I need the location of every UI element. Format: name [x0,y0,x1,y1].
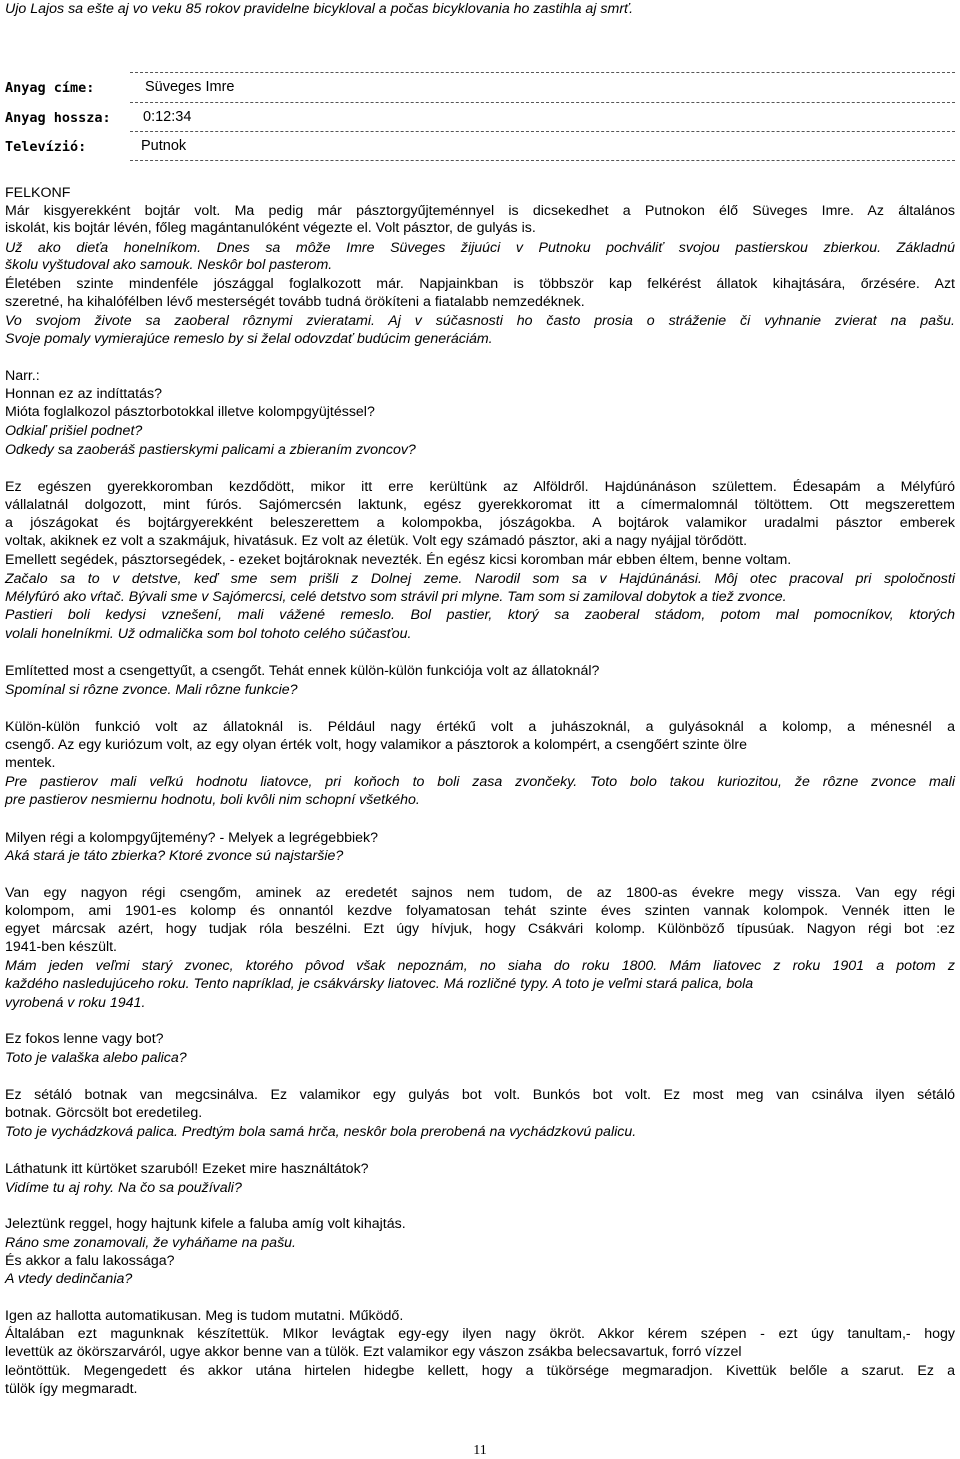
text-line: Milyen régi a kolompgyűjtemény? - Melyek a legrégebbiek? [5,830,379,846]
text-line: Van egy nagyon régi csengőm, aminek az eredetét sajnos nem tudom, de az 1800-as évekre megy vissza. Van egy régi [5,885,955,901]
text-line: volali honelníkmi. Už odmalička som bol tohoto celého súčasťou. [5,626,412,642]
text-line: kolompom, ami 1901-es kolomp és onnantól kezdve folyamatosan tehát szinte éves szinten vannak kolompok. Vennék itten le [5,903,955,919]
text-line: Ez egészen gyerekkoromban kezdődött, mikor itt erre kerültünk az Alföldről. Hajdúnánáson születtem. Édesapám a Mélyfúró [5,479,955,495]
text-line: Spomínal si rôzne zvonce. Mali rôzne funkcie? [5,682,298,698]
text-line: Začalo sa to v detstve, keď sme sem prišli z Dolnej zeme. Narodil som sa v Hajdúnánási. Môj otec pracoval pri spoločnosti [5,571,955,587]
text-line: Mélyfúró ako vŕtač. Bývali sme v Sajómercsi, celé detstvo som strávil pri mlyne. Tam som si zamiloval dobytok a tiež zvonce. [5,589,787,605]
text-line: csengő. Az egy kuriózum volt, az egy olyan érték volt, hogy valamikor a pásztorok a kolompért, a csengőért szinte ölre [5,737,748,753]
text-line: Aká stará je táto zbierka? Ktoré zvonce sú najstaršie? [5,848,344,864]
text-line: Emellett segédek, pásztorsegédek, - ezeket bojtároknak nevezték. Én egész kicsi koromban már ebben éltem, benne voltam. [5,552,792,568]
text-line: Svoje pomaly vymierajúce remeslo by si želal odovzdať budúcim generáciám. [5,331,493,347]
text-line: Láthatunk itt kürtöket szaruból! Ezeket mire használtátok? [5,1161,369,1177]
text-line: Odkiaľ prišiel podnet? [5,423,143,439]
text-line: Életében szinte mindenféle jószággal foglalkozott már. Napjainkban is többször kap felkérést állatok kihajtására, őrzésére. Azt [5,276,955,292]
text-line: botnak. Görcsölt bot eredetileg. [5,1105,203,1121]
text-line: Jeleztünk reggel, hogy hajtunk kifele a faluba amíg volt kihajtás. [5,1216,406,1232]
text-line: Pastieri boli kedysi vznešení, mali vážené remeslo. Bol pastier, ktorý sa zaoberal stádom, potom mal pomocníkov, ktorých [5,607,955,623]
text-line: 1941-ben készült. [5,939,117,955]
text-line: Ez sétáló botnak van megcsinálva. Ez valamikor egy gulyás bot volt. Bunkós bot volt. Ez most meg van csinálva ilyen sétáló [5,1087,955,1103]
length-label: Anyag hossza: [5,110,111,126]
text-line: vállalatnál dolgozott, mint fúrós. Sajómercsén laktunk, egész gyerekkoromat itt a címermalomnál töltöttem. Ott megszerettem [5,497,955,513]
text-line: egyet márcsak azért, hogy tudjak róla beszélni. Ezt úgy hívjuk, hogy Csákvári kolomp. Különböző típusúak. Nagyon régi bot :ez [5,921,955,937]
text-line: levettük az ökörszarváról, ugye akkor benne van a tülök. Ezt valamikor egy vászon zsákba belecsavartuk, forró vízzel [5,1344,742,1360]
text-line: szeretné, ha kihalófélben lévő mesterségét tovább tudná örökíteni a fiatalabb nemzedéknek. [5,294,585,310]
page-number: 11 [473,1443,487,1458]
text-line: každého nasledujúceho roku. Tento napríklad, je csákvársky liatovec. Má rozličné typy. A toto je veľmi stará palica, bola [5,976,754,992]
text-line: mentek. [5,755,56,771]
text-line: školu vyštudoval ako samouk. Neskôr bol pasterom. [5,257,333,273]
text-line: voltak, akiknek ez volt a szakmájuk, hivatásuk. Ez volt az életük. Volt egy számadó pásztor, aki a nagy nyájjal törődött. [5,533,748,549]
dashed-divider [130,72,955,73]
text-line: Ráno sme zonamovali, že vyháňame na pašu. [5,1235,297,1251]
text-line: Igen az hallotta automatikusan. Meg is tudom mutatni. Működő. [5,1308,404,1324]
tv-value: Putnok [141,138,187,154]
text-line: Už ako dieťa honelníkom. Dnes sa môže Imre Süveges žijuúci v Putnoku pochváliť svojou pastierskou zbierkou. Základnú [5,240,955,256]
text-line: Toto je vychádzková palica. Predtým bola samá hrča, neskôr bola prerobená na vychádzkovú palicu. [5,1124,637,1140]
text-line: Pre pastierov mali veľkú hodnotu liatovce, pri koňoch to boli zasa zvončeky. Toto bolo takou kuriozitou, že rôzne zvonce mali [5,774,955,790]
text-line: Honnan ez az indíttatás? [5,386,162,402]
text-line: És akkor a falu lakossága? [5,1253,175,1269]
text-line: Mióta foglalkozol pásztorbotokkal illetve kolompgyüjtéssel? [5,404,375,420]
text-line: Említetted most a csengettyűt, a csengőt. Tehát ennek külön-külön funkciója volt az állatoknál? [5,663,600,679]
text-line: Mám jeden veľmi starý zvonec, ktorého pôvod však nepoznám, no siaha do roku 1800. Mám liatovec z roku 1901 a potom z [5,958,955,974]
title-label: Anyag címe: [5,80,95,96]
title-value: Süveges Imre [145,79,235,95]
tv-label: Televízió: [5,139,87,155]
text-line: Odkedy sa zaoberáš pastierskymi palicami a zbieraním zvoncov? [5,442,416,458]
text-line: Külön-külön funkció volt az állatoknál is. Például nagy értékű volt a juhászoknál, a gulyásoknál a kolomp, a ménesnél a [5,719,955,735]
text-line: A vtedy dedinčania? [5,1271,133,1287]
text-line: Toto je valaška alebo palica? [5,1050,187,1066]
dashed-divider [130,102,955,103]
text-line: Ez fokos lenne vagy bot? [5,1031,164,1047]
dashed-divider [130,131,955,132]
text-line: Vo svojom živote sa zaoberal rôznymi zvieratami. Aj v súčasnosti ho často prosia o stráženie či vyhnanie zvierat na pašu. [5,313,955,329]
text-line: vyrobená v roku 1941. [5,995,146,1011]
text-line: Általában ezt magunknak készítettük. MIkor levágtak egy-egy ilyen nagy ökröt. Akkor kérem szépen - ezt úgy tanultam,- hogy [5,1326,955,1342]
dashed-divider [130,160,955,161]
text-line: leöntöttük. Megengedett és akkor utána hirtelen hidegbe kellett, hogy a tükörsége megmaradjon. Kivettük belőle a szarut. Ez a [5,1363,955,1379]
intro-line: Ujo Lajos sa ešte aj vo veku 85 rokov pravidelne bicykloval a počas bicyklovania ho zastihla aj smrť. [5,1,634,17]
text-line: FELKONF [5,185,71,201]
text-line: a jószágokat és bojtárgyerekként beleszerettem a kolompokba, jószágokba. A bojtárok valamikor uradalmi pásztor emberek [5,515,955,531]
text-line: pre pastierov nesmiernu hodnotu, boli kvôli nim schopní všetkého. [5,792,420,808]
length-value: 0:12:34 [143,109,192,125]
text-line: iskolát, kis bojtár lévén, főleg magántanulóként végezte el. Volt pásztor, de gulyás is. [5,220,536,236]
text-line: Narr.: [5,368,40,384]
text-line: tülök így megmaradt. [5,1381,138,1397]
text-line: Már kisgyerekként bojtár volt. Ma pedig már pásztorgyűjteménnyel is dicsekedhet a Putnokon élő Süveges Imre. Az általános [5,203,955,219]
text-line: Vidíme tu aj rohy. Na čo sa používali? [5,1180,242,1196]
